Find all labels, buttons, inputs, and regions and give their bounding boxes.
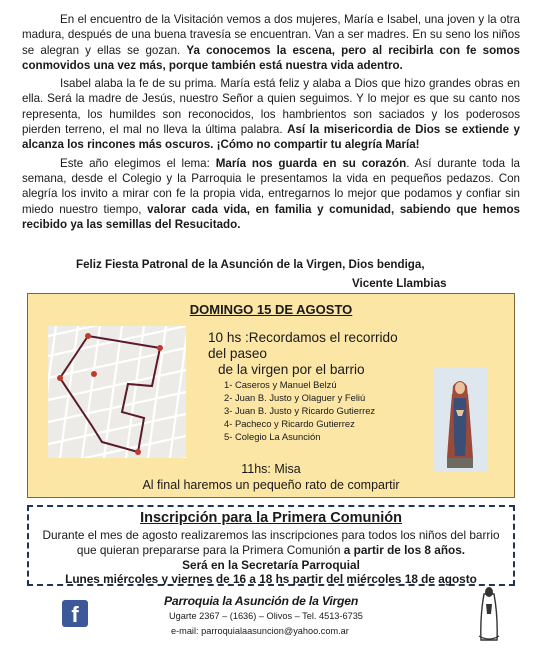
letter-paragraph-3 (22, 156, 520, 232)
final-line: Al final haremos un pequeño rato de compartir (142, 478, 400, 492)
route-map (48, 326, 186, 458)
route-description (208, 330, 408, 378)
event-title: DOMINGO 15 DE AGOSTO (189, 302, 353, 317)
letter-emphasis: valorar cada vida, en familia y comunidad, sabiendo que hemos recibido ya las semillas del Resucitado. (22, 202, 520, 231)
communion-box (27, 505, 515, 586)
letter-motto: María nos guarda en su corazón (215, 156, 407, 170)
communion-line-1: Durante el mes de agosto realizaremos las inscripciones para todos los niños del barrio (42, 528, 500, 542)
closing-line: Feliz Fiesta Patronal de la Asunción de la Virgen, Dios bendiga, (76, 258, 425, 271)
letter-paragraph-1 (22, 12, 520, 73)
signature: Vicente Llambias (352, 277, 447, 290)
list-item: 5- Colegio La Asunción (224, 431, 321, 442)
stops-list (224, 378, 375, 443)
letter-text: . Así durante toda la semana, desde el Colegio y la Parroquia le presentamos la vida en pequeños pedazos. Con alegría los invito a mirar con fe la propia vida, entregarnos lo mejor que podamos y confiar sin miedo nuestro tiempo, (22, 156, 520, 216)
list-item: 3- Juan B. Justo y Ricardo Gutierrez (224, 405, 376, 416)
communion-age: a partir de los 8 años. (343, 543, 466, 557)
list-item: 1- Caseros y Manuel Belzú (224, 379, 337, 390)
virgin-statue (433, 368, 487, 472)
facebook-icon[interactable]: f (62, 600, 88, 627)
letter-emphasis: Ya conocemos la escena, pero al recibirla con fe somos conmovidos una vez más, porque también está nuestra vida adentro. (22, 43, 520, 72)
parish-email: e-mail: parroquialaasuncion@yahoo.com.ar (171, 626, 349, 636)
parish-address: Ugarte 2367 – (1636) – Olivos – Tel. 4513-6735 (169, 611, 363, 621)
event-box (27, 293, 515, 498)
route-line-2: de la virgen por el barrio (218, 362, 365, 377)
parish-name: Parroquia la Asunción de la Virgen (164, 594, 359, 608)
list-item: 4- Pacheco y Ricardo Gutierrez (224, 418, 355, 429)
letter-text: Este año elegimos el lema: (60, 156, 216, 170)
misa-line: 11hs: Misa (241, 462, 301, 476)
letter-text: En el encuentro de la Visitación vemos a dos mujeres, María e Isabel, una joven y la otra madura, después de una buena travesía se encuentran. Van a ser madres. En su seno los niños se alegran y ellas se gozan. (22, 13, 520, 57)
letter-emphasis: Así la misericordia de Dios se extiende y alcanza los rincones más oscuros. ¡Cómo no compartir tu alegría María! (22, 123, 520, 152)
letter-body (22, 12, 520, 235)
letter-text: Isabel alaba la fe de su prima. María está feliz y alaba a Dios que hizo grandes obras en ella. Será la madre de Jesús, nuestro Señor a quien seguimos. Y lo mejor es que su canto nos representa, los humildes son reconocidos, los hambrientos son saciados y los poderosos pierden terreno, el mal no lleva la última palabra. (22, 77, 520, 137)
route-line-1: 10 hs :Recordamos el recorrido del paseo (208, 330, 398, 361)
communion-line-3: Será en la Secretaría Parroquial (182, 558, 360, 572)
virgin-silhouette (476, 586, 502, 642)
communion-title: Inscripción para la Primera Comunión (140, 510, 402, 526)
letter-paragraph-2 (22, 76, 520, 152)
list-item: 2- Juan B. Justo y Olaguer y Feliú (224, 392, 366, 403)
communion-text: que quieran prepararse para la Primera Comunión (76, 543, 344, 557)
communion-line-4: Lunes miércoles y viernes de 16 a 18 hs partir del miércoles 18 de agosto (65, 572, 477, 586)
communion-line-2 (29, 543, 513, 557)
